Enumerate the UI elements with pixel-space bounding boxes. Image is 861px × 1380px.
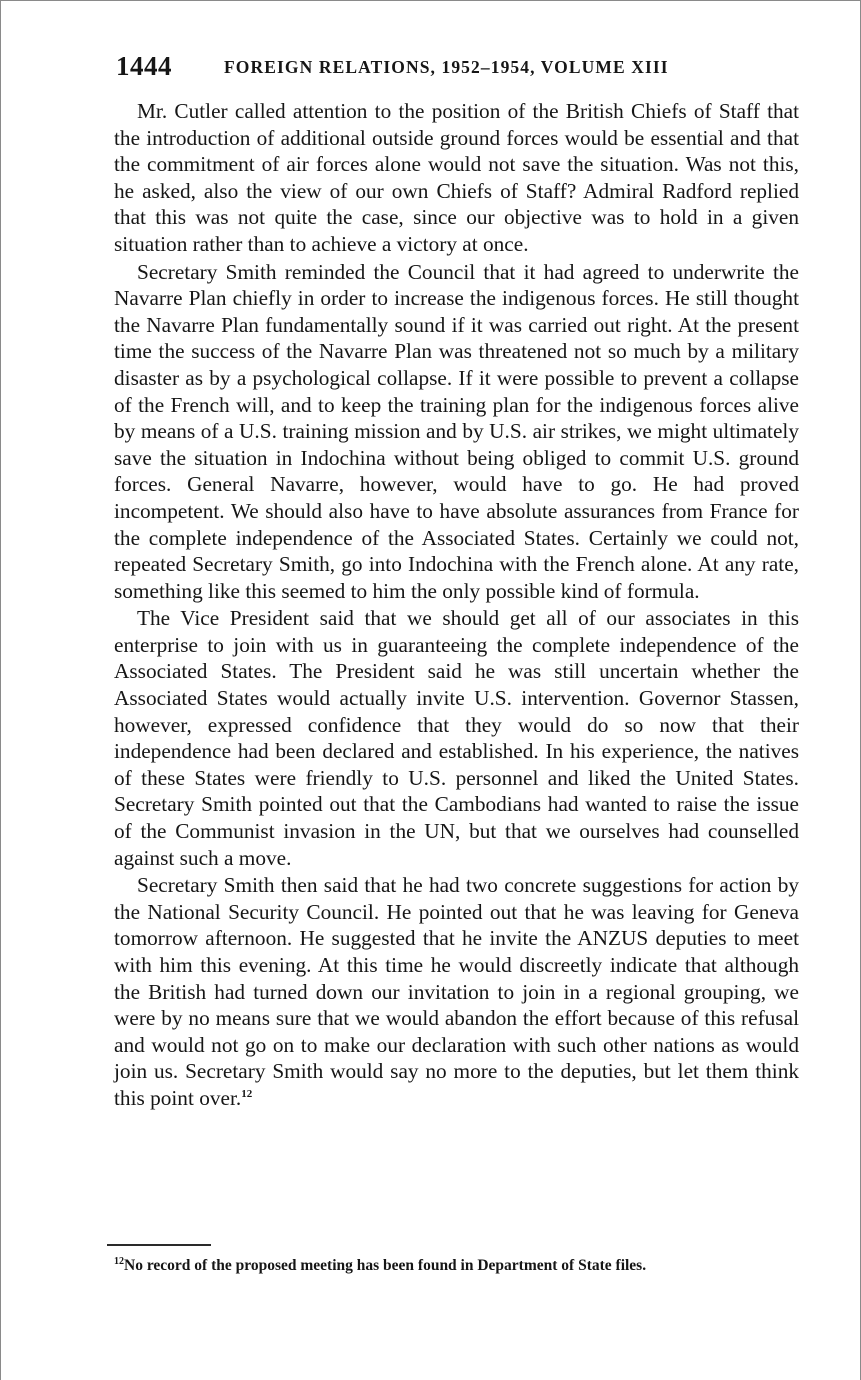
running-head-title: FOREIGN RELATIONS, 1952–1954, VOLUME XIII (224, 57, 669, 77)
body-text (114, 98, 799, 1113)
footnote-divider (107, 1244, 211, 1246)
paragraph-with-footnote (114, 872, 799, 1111)
footnote-text: No record of the proposed meeting has been found in Department of State files. (124, 1257, 647, 1274)
footnote (106, 1256, 792, 1275)
footnote-number: 12 (114, 1256, 124, 1267)
paragraph: The Vice President said that we should get all of our associates in this enterprise to join with us in guaranteeing the complete independence of the Associated States. The President said he was still uncertain whether the Associated States would actually invite U.S. intervention. Governor Stassen, however, expressed confidence that they would do so now that their independence had been declared and established. In his experience, the natives of these States were friendly to U.S. personnel and liked the United States. Secretary Smith pointed out that the Cambodians had wanted to raise the issue of the Communist invasion in the UN, but that we ourselves had counselled against such a move. (114, 606, 799, 870)
paragraph-text: Secretary Smith then said that he had two concrete suggestions for action by the National Security Council. He pointed out that he was leaving for Geneva tomorrow afternoon. He suggested that he invite the ANZUS deputies to meet with him this evening. At this time he would discreetly indicate that although the British had turned down our invitation to join in a regional grouping, we were by no means sure that we would abandon the effort because of this refusal and would not go on to make our declaration with such other nations as would join us. Secretary Smith would say no more to the deputies, but let them think this point over. (114, 873, 799, 1110)
footnote-reference[interactable]: 12 (241, 1087, 253, 1100)
running-head (116, 51, 796, 83)
paragraph: Secretary Smith reminded the Council that it had agreed to underwrite the Navarre Plan chiefly in order to increase the indigenous forces. He still thought the Navarre Plan fundamentally sound if it was carried out right. At the present time the success of the Navarre Plan was threatened not so much by a military disaster as by a psychological collapse. If it were possible to prevent a collapse of the French will, and to keep the training plan for the indigenous forces alive by means of a U.S. training mission and by U.S. air strikes, we might ultimately save the situation in Indochina without being obliged to commit U.S. ground forces. General Navarre, however, would have to go. He had proved incompetent. We should also have to have absolute assurances from France for the complete independence of the Associated States. Certainly we could not, repeated Secretary Smith, go into Indochina with the French alone. At any rate, something like this seemed to him the only possible kind of formula. (114, 259, 799, 603)
page-number: 1444 (116, 51, 172, 81)
paragraph: Mr. Cutler called attention to the position of the British Chiefs of Staff that the introduction of additional outside ground forces would be essential and that the commitment of air forces alone would not save the situation. Was not this, he asked, also the view of our own Chiefs of Staff? Admiral Radford replied that this was not quite the case, since our objective was to hold in a given situation rather than to achieve a victory at once. (114, 99, 799, 256)
